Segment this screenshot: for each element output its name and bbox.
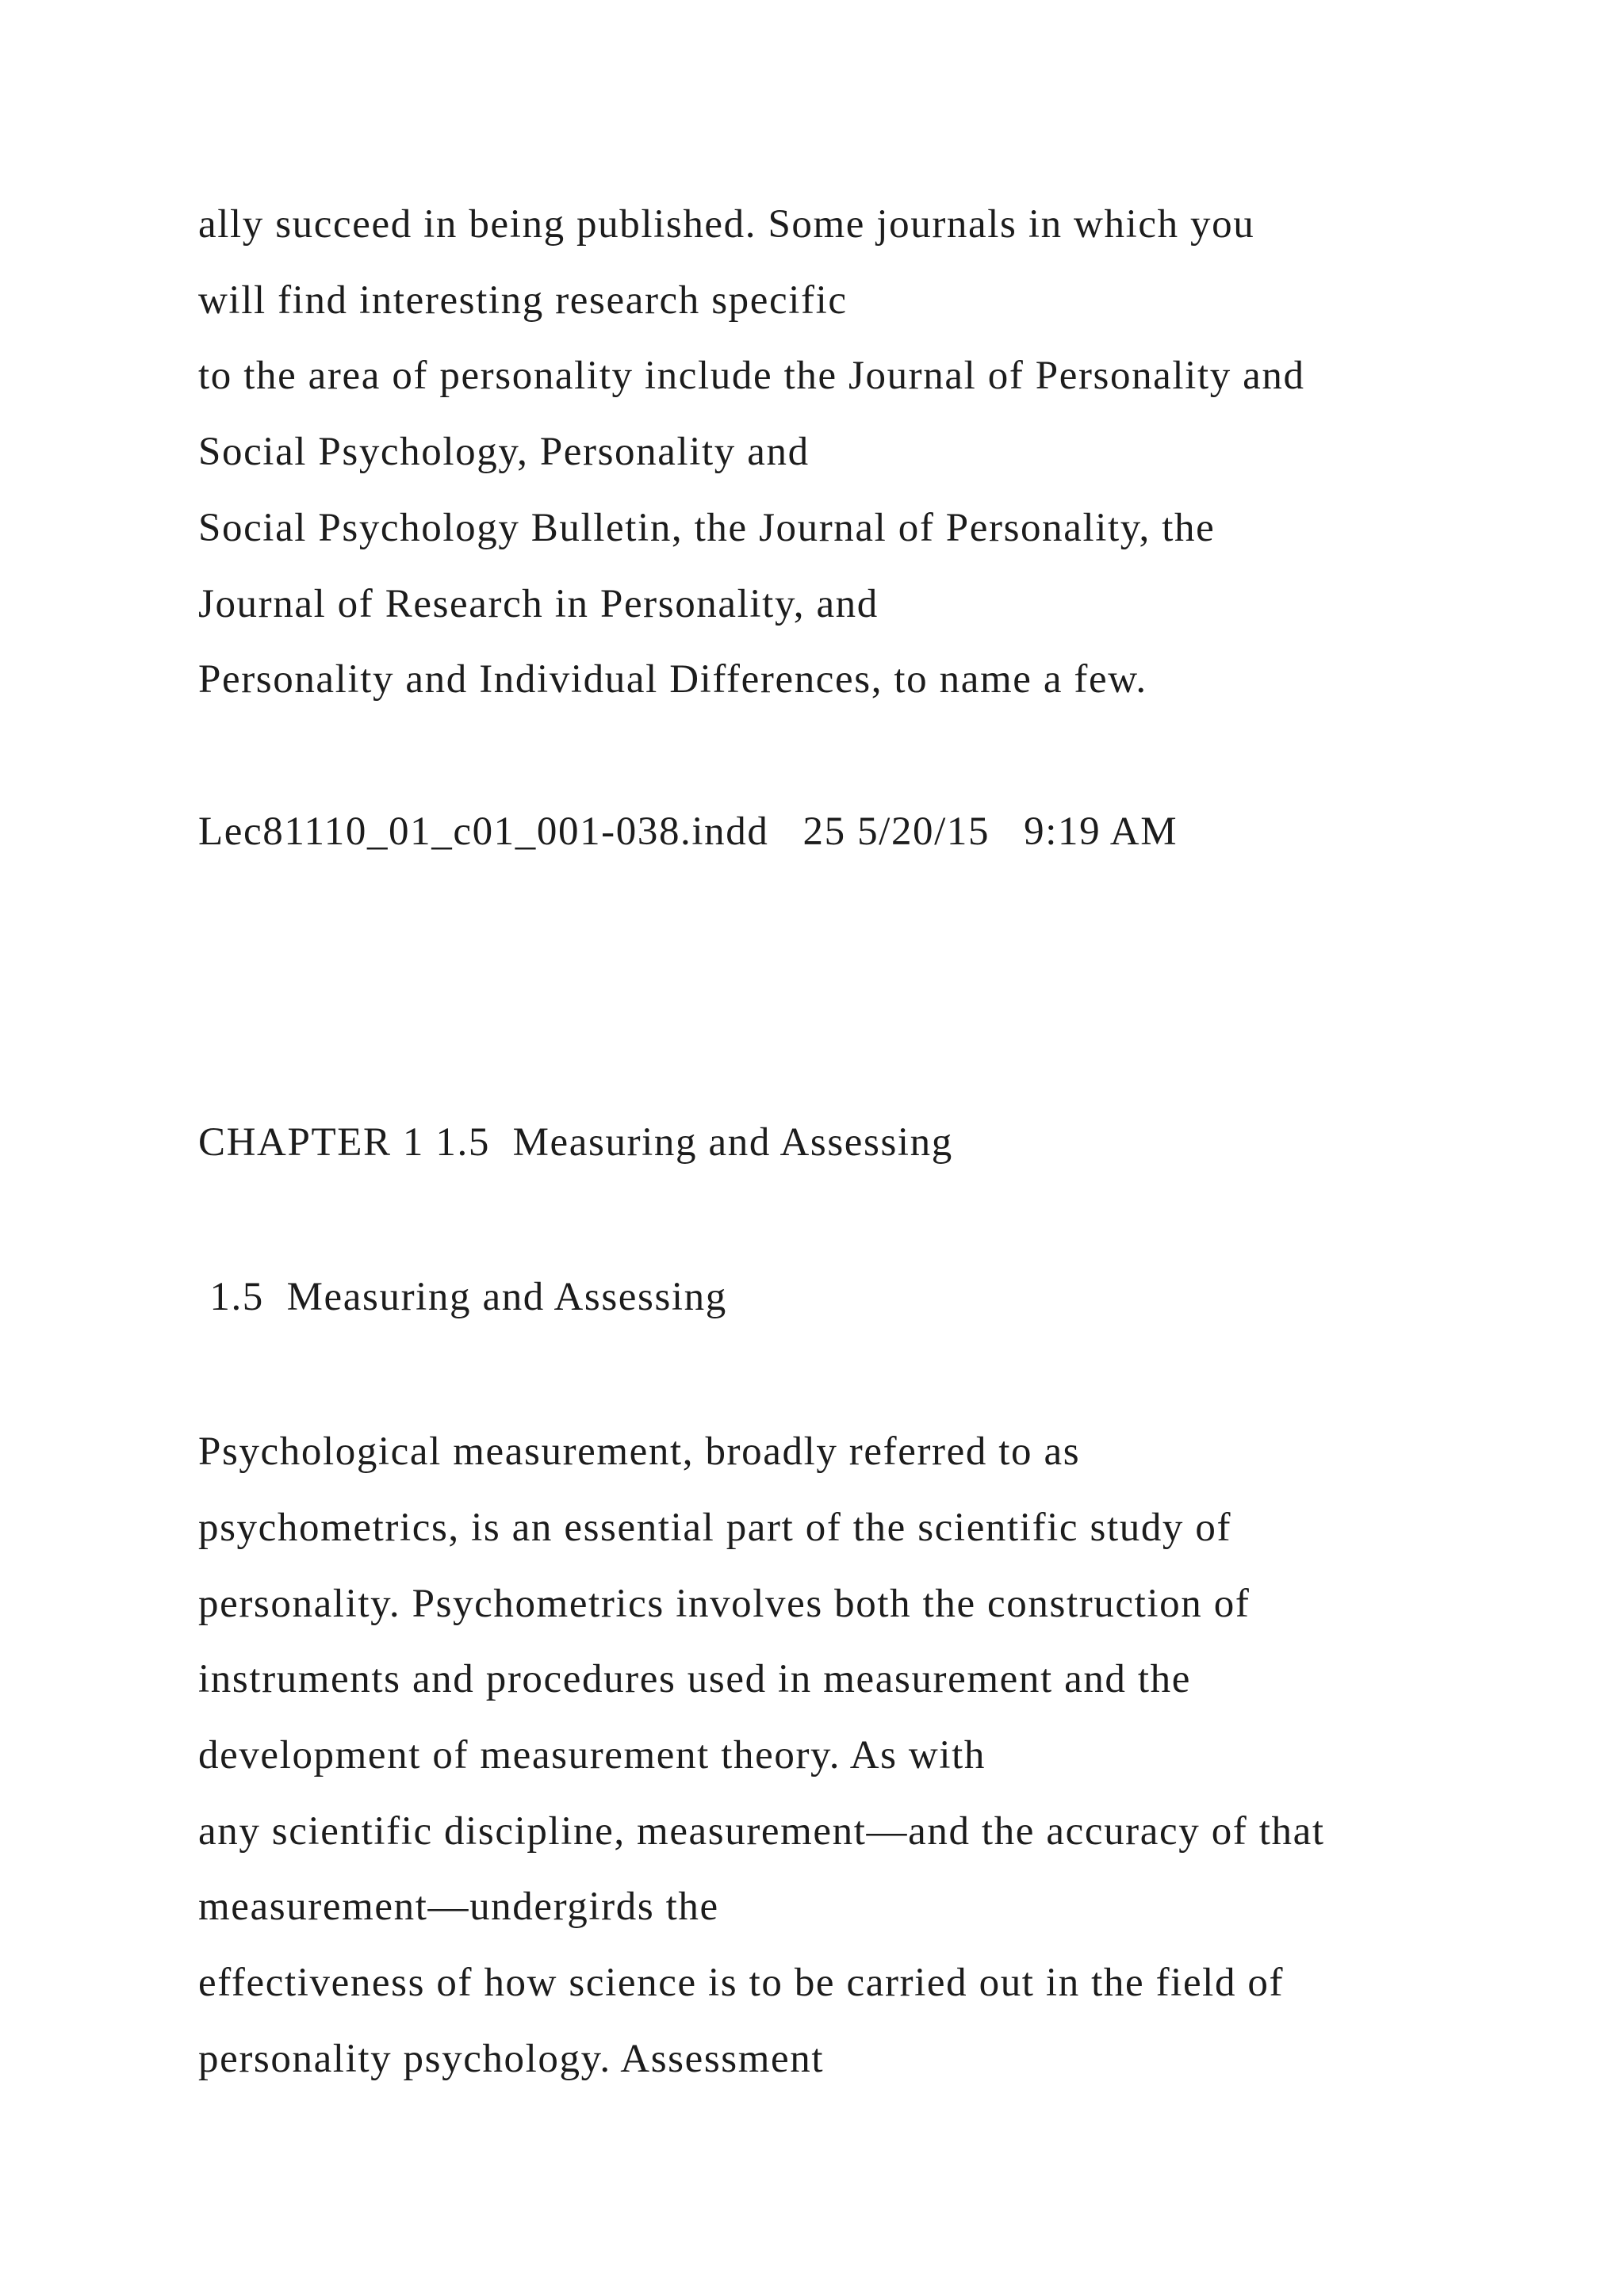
text-line: will find interesting research specific — [198, 278, 848, 323]
text-line: Journal of Research in Personality, and — [198, 582, 879, 626]
text-line: Psychological measurement, broadly referred to as — [198, 1429, 1081, 1474]
text-line: Personality and Individual Differences, to name a few. — [198, 657, 1147, 702]
text-line: any scientific discipline, measurement—and the accuracy of that — [198, 1809, 1325, 1854]
text-line: psychometrics, is an essential part of the scientific study of — [198, 1506, 1232, 1550]
text-line: ally succeed in being published. Some journals in which you — [198, 202, 1255, 247]
text-line: instruments and procedures used in measurement and the — [198, 1657, 1191, 1701]
text-line: effectiveness of how science is to be carried out in the field of — [198, 1961, 1285, 2005]
section-heading: 1.5 Measuring and Assessing — [198, 1275, 727, 1319]
text-line: to the area of personality include the Journal of Personality and — [198, 354, 1305, 398]
running-header: CHAPTER 1 1.5 Measuring and Assessing — [198, 1120, 953, 1165]
text-line: personality psychology. Assessment — [198, 2037, 825, 2081]
file-info-line: Lec81110_01_c01_001-038.indd 25 5/20/15 9:19 AM — [198, 809, 1178, 854]
text-line: measurement—undergirds the — [198, 1885, 719, 1929]
text-line: Social Psychology, Personality and — [198, 430, 810, 474]
text-line: development of measurement theory. As with — [198, 1733, 986, 1777]
text-line: personality. Psychometrics involves both the construction of — [198, 1582, 1251, 1626]
text-line: Social Psychology Bulletin, the Journal of Personality, the — [198, 506, 1216, 550]
